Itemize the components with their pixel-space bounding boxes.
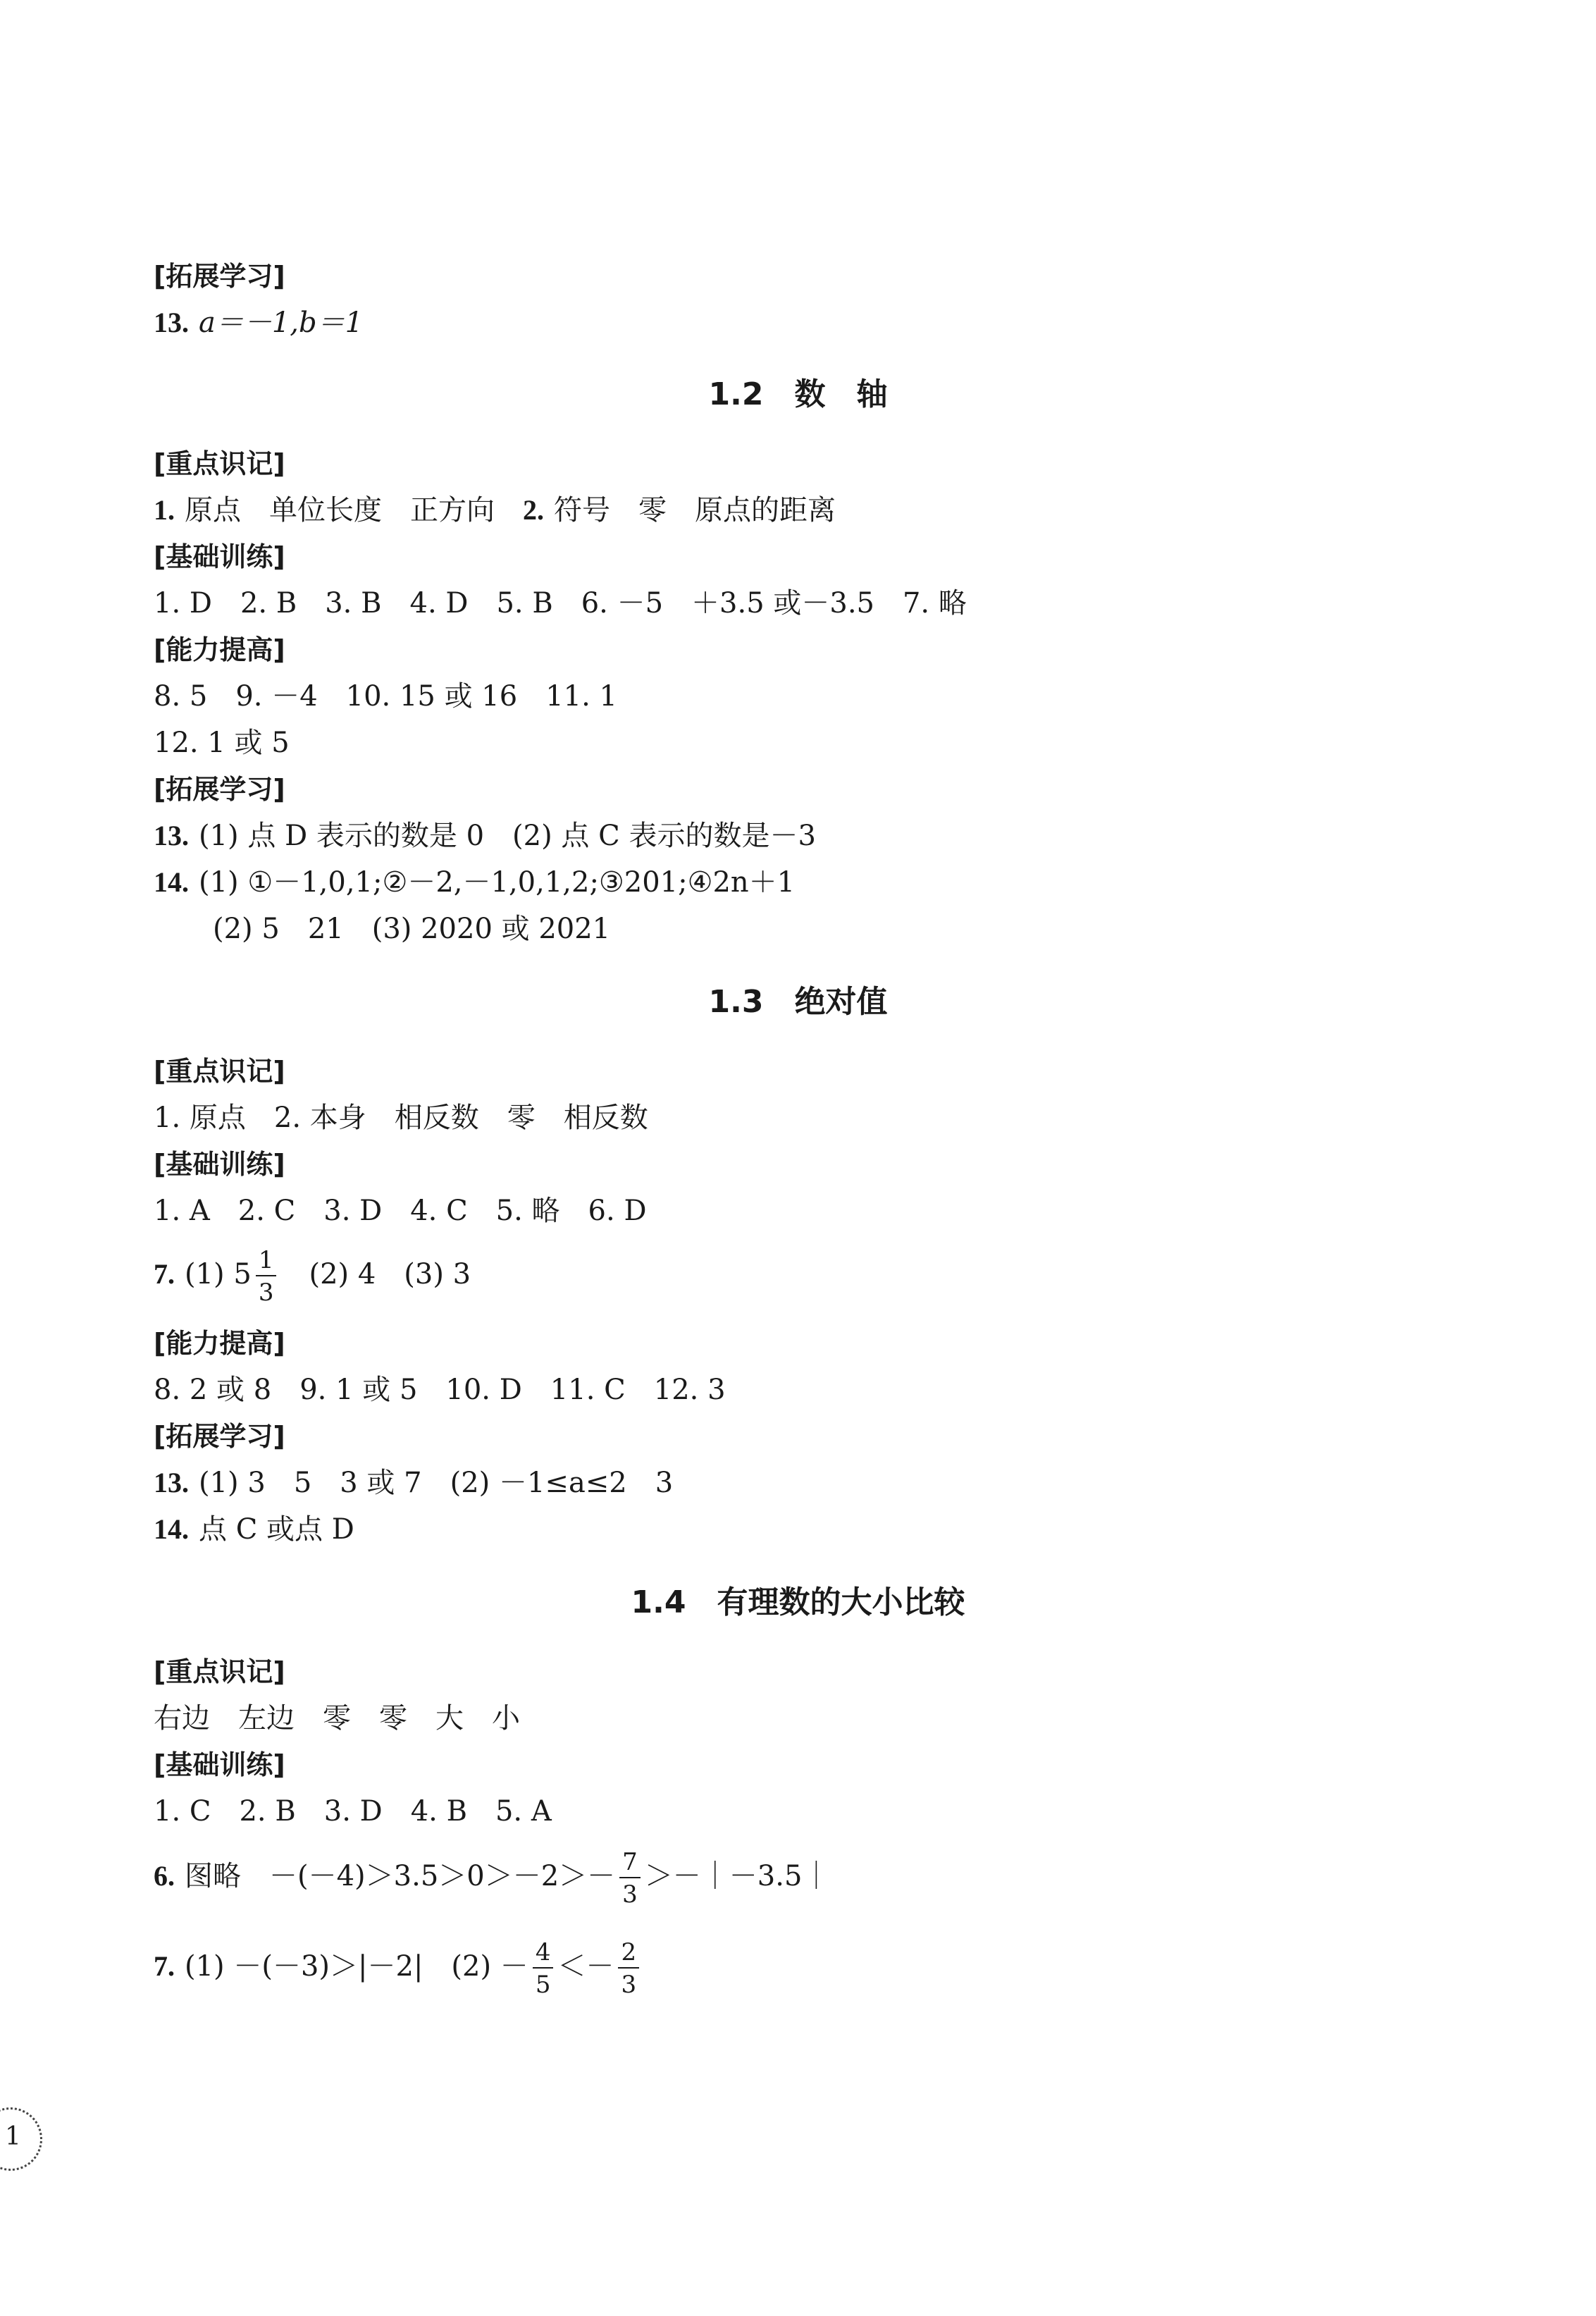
fraction-denominator: 3 bbox=[621, 1971, 637, 1999]
section-title-1-3: 1.3 绝对值 bbox=[708, 984, 888, 1020]
answer-7 bbox=[154, 1239, 471, 1310]
section-title-1-4: 1.4 有理数的大小比较 bbox=[631, 1584, 965, 1620]
fraction-numerator: 7 bbox=[619, 1850, 641, 1878]
fraction-numerator: 4 bbox=[533, 1940, 554, 1969]
answer-text: ＜－ bbox=[557, 1950, 614, 1983]
answer-text: (1) 5 bbox=[185, 1258, 252, 1291]
answer-text: (1) ①－1,0,1;②－2,－1,0,1,2;③201;④2n＋1 bbox=[199, 866, 796, 899]
key-answers: 1. 原点 2. 本身 相反数 零 相反数 bbox=[154, 1102, 648, 1134]
answer-6 bbox=[154, 1841, 830, 1911]
answer-13 bbox=[154, 1465, 673, 1501]
key-answers: 右边 左边 零 零 大 小 bbox=[154, 1702, 520, 1735]
answer-14 bbox=[154, 1511, 354, 1548]
fraction-denominator: 5 bbox=[535, 1971, 551, 1999]
ability-answers: 8. 2 或 8 9. 1 或 5 10. D 11. C 12. 3 bbox=[154, 1374, 726, 1406]
fraction bbox=[256, 1248, 277, 1305]
answer-7 bbox=[154, 1931, 643, 2002]
tag-ability: [能力提高] bbox=[154, 1328, 285, 1359]
tag-key-points: [重点识记] bbox=[154, 448, 285, 479]
tag-expand-learning: [拓展学习] bbox=[154, 1421, 285, 1452]
tag-basic-training: [基础训练] bbox=[154, 1749, 285, 1780]
ability-answers-2: 12. 1 或 5 bbox=[154, 727, 290, 759]
answer-text: (1) －(－3)＞|－2| (2) － bbox=[185, 1950, 528, 1983]
basic-answers: 1. C 2. B 3. D 4. B 5. A bbox=[154, 1795, 552, 1828]
page-number-badge bbox=[0, 2107, 42, 2171]
tag-key-points: [重点识记] bbox=[154, 1656, 285, 1687]
fraction-numerator: 1 bbox=[256, 1248, 277, 1276]
tag-basic-training: [基础训练] bbox=[154, 541, 285, 572]
answer-text: (1) 3 5 3 或 7 (2) －1≤a≤2 3 bbox=[199, 1467, 674, 1499]
answer-13 bbox=[154, 304, 363, 341]
fraction bbox=[618, 1940, 639, 1997]
key-answers bbox=[154, 492, 836, 529]
fraction-numerator: 2 bbox=[618, 1940, 639, 1969]
question-number: 14. bbox=[154, 866, 189, 898]
question-number: 7. bbox=[154, 1258, 175, 1290]
question-number: 2. bbox=[523, 494, 544, 526]
tag-expand-learning: [拓展学习] bbox=[154, 261, 285, 292]
fraction-denominator: 3 bbox=[622, 1880, 638, 1909]
answer-13 bbox=[154, 818, 816, 854]
page-number: 1 bbox=[5, 2122, 21, 2151]
answer-14 bbox=[154, 864, 795, 901]
question-number: 13. bbox=[154, 1467, 189, 1498]
answer-text: (2) 4 (3) 3 bbox=[309, 1258, 471, 1291]
fraction bbox=[619, 1850, 641, 1907]
question-number: 13. bbox=[154, 307, 189, 338]
question-number: 7. bbox=[154, 1950, 175, 1982]
question-number: 14. bbox=[154, 1513, 189, 1545]
question-number: 1. bbox=[154, 494, 175, 526]
answer-text: 原点 单位长度 正方向 bbox=[185, 494, 495, 526]
question-number: 6. bbox=[154, 1860, 175, 1892]
answer-text: a＝－1,b＝1 bbox=[199, 307, 364, 339]
answer-text: ＞－｜－3.5｜ bbox=[644, 1860, 831, 1892]
tag-ability: [能力提高] bbox=[154, 634, 285, 665]
answer-text: 符号 零 原点的距离 bbox=[554, 494, 836, 526]
tag-basic-training: [基础训练] bbox=[154, 1149, 285, 1180]
basic-answers: 1. A 2. C 3. D 4. C 5. 略 6. D bbox=[154, 1195, 647, 1227]
fraction-denominator: 3 bbox=[258, 1279, 274, 1307]
basic-answers: 1. D 2. B 3. B 4. D 5. B 6. －5 ＋3.5 或－3.5 7. 略 bbox=[154, 587, 967, 620]
section-title-1-2: 1.2 数 轴 bbox=[708, 376, 888, 412]
answer-14-cont: (2) 5 21 (3) 2020 或 2021 bbox=[213, 913, 611, 945]
fraction bbox=[533, 1940, 554, 1997]
question-number: 13. bbox=[154, 820, 189, 851]
tag-expand-learning: [拓展学习] bbox=[154, 774, 285, 805]
ability-answers-1: 8. 5 9. －4 10. 15 或 16 11. 1 bbox=[154, 680, 617, 713]
answer-text: (1) 点 D 表示的数是 0 (2) 点 C 表示的数是－3 bbox=[199, 820, 816, 852]
answer-text: 图略 －(－4)＞3.5＞0＞－2＞－ bbox=[185, 1860, 616, 1892]
tag-key-points: [重点识记] bbox=[154, 1056, 285, 1087]
answer-text: 点 C 或点 D bbox=[199, 1513, 354, 1546]
